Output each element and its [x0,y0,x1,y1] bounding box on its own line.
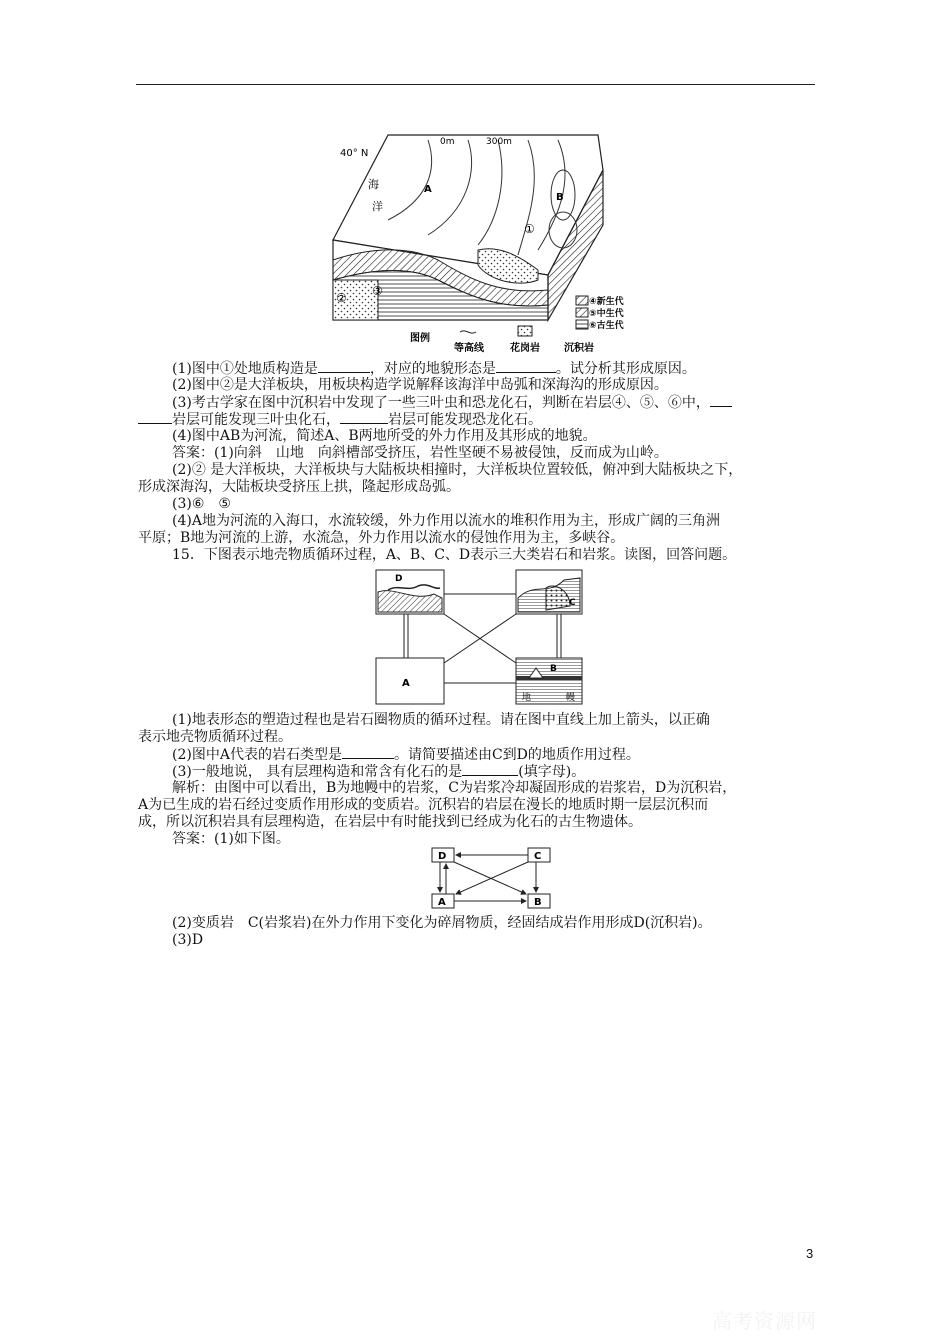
legend-4: ④新生代 [589,297,624,307]
legend-granite: 花岗岩 [510,343,540,354]
q14-answer-2a: (2)② 是大洋板块，大洋板块与大陆板块相撞时，大洋板块位置较低，俯冲到大陆板块之下， [172,462,743,478]
legend-contour-icon [460,331,476,333]
page-number: 3 [806,1246,814,1261]
answer-label-c: C [534,851,542,862]
legend-6-icon [576,320,588,329]
contour-0-label: 0m [440,137,455,147]
q14-line-1: (1)图中①处地质构造是 ，对应的地貌形态是 。试分析其形成原因。 [172,361,696,377]
legend-title: 图例 [410,333,430,344]
latitude-label: 40° N [340,148,369,159]
q15-line-1b: 表示地壳物质循环过程。 [138,729,292,745]
fig2-label-c: C [569,598,576,608]
q14-answer-3: (3)⑥ ⑤ [172,496,231,512]
rock-cycle-diagram [374,568,584,708]
answer-cycle-diagram [430,846,554,912]
q15-line-1a: (1)地表形态的塑造过程也是岩石圈物质的循环过程。请在图中直线上加上箭头，以正确 [172,712,710,728]
q14-answer-4a: (4)A地为河流的入海口，水流较缓，外力作用以流水的堆积作用为主，形成广阔的三角洲 [172,513,720,529]
q14-answer-1: 答案：(1)向斜 山地 向斜槽部受挤压，岩性坚硬不易被侵蚀，反而成为山岭。 [172,445,668,461]
legend-6: ⑥古生代 [589,321,624,331]
answer-label-a: A [438,897,446,908]
marker-3-label: ③ [372,284,383,298]
legend-5-icon [576,308,588,317]
q15-stem: 15．下图表示地壳物质循环过程，A、B、C、D表示三大类岩石和岩浆。读图，回答问题。 [172,547,737,563]
arrow-d-to-b [454,862,526,894]
legend-5: ⑤中生代 [589,309,624,319]
q15-explanation-1: 解析：由图中可以看出，B为地幔中的岩浆，C为岩浆冷却凝固形成的岩浆岩，D为沉积岩， [172,780,737,796]
q14-line-3: (3)考古学家在图中沉积岩中发现了一些三叶虫和恐龙化石，判断在岩层④、⑤、⑥中， [138,394,852,412]
legend-sedimentary: 沉积岩 [564,343,594,354]
q15-line-2: (2)图中A代表的岩石类型是 。请简要描述由C到D的地质作用过程。 [172,747,640,763]
q15-answer-3: (3)D [172,932,204,948]
fig2-label-d: D [395,574,403,584]
fig2-label-di: 地 [522,693,532,703]
fig2-label-a: A [402,678,410,689]
q15-explanation-2: A为已生成的岩石经过变质作用形成的变质岩。沉积岩的岩层在漫长的地质时期一层层沉积而 [138,797,709,813]
q14-answer-2b: 形成深海沟，大陆板块受挤压上拱，隆起形成岛弧。 [138,479,460,495]
answer-label-b: B [534,897,542,908]
marker-1-label: ① [524,222,535,236]
q15-answer-2: (2)变质岩 C(岩浆岩)在外力作用下变化为碎屑物质，经固结成岩作用形成D(沉积岩)。 [172,915,712,931]
geology-block-diagram [328,130,628,355]
legend-granite-icon [518,326,532,336]
legend-contour: 等高线 [454,343,484,354]
point-b-label: B [556,192,564,203]
watermark: 高考资源网 [712,1309,817,1333]
answer-label-d: D [438,851,447,862]
sea-label-1: 海 [368,178,379,191]
sea-label-2: 洋 [372,200,383,213]
contour-300-label: 300m [486,137,512,147]
fig2-label-man: 幔 [566,693,576,703]
marker-2-label: ② [336,291,347,305]
q15-answer-1: 答案：(1)如下图。 [172,831,290,847]
fig2-label-b: B [550,664,557,674]
header-rule [136,84,815,85]
q15-explanation-3: 成，所以沉积岩具有层理构造，在岩层中有时能找到已经成为化石的古生物遗体。 [138,814,642,830]
q14-answer-4b: 平原；B地为河流的上游，水流急，外力作用以流水的侵蚀作用为主，多峡谷。 [138,530,625,546]
q14-line-5: (4)图中AB为河流，简述A、B两地所受的外力作用及其形成的地貌。 [172,428,597,444]
arrow-c-to-a [456,862,528,894]
q14-line-2: (2)图中②是大洋板块，用板块构造学说解释该海洋中岛弧和深海沟的形成原因。 [172,377,668,393]
box-a [376,658,444,704]
q15-line-3: (3)一般地说， 具有层理构造和常含有化石的是 (填字母)。 [172,764,586,780]
legend-4-icon [576,296,588,305]
point-a-label: A [424,184,432,195]
q14-line-4: 岩层可能发现三叶虫化石， 岩层可能发现恐龙化石。 [138,411,818,429]
